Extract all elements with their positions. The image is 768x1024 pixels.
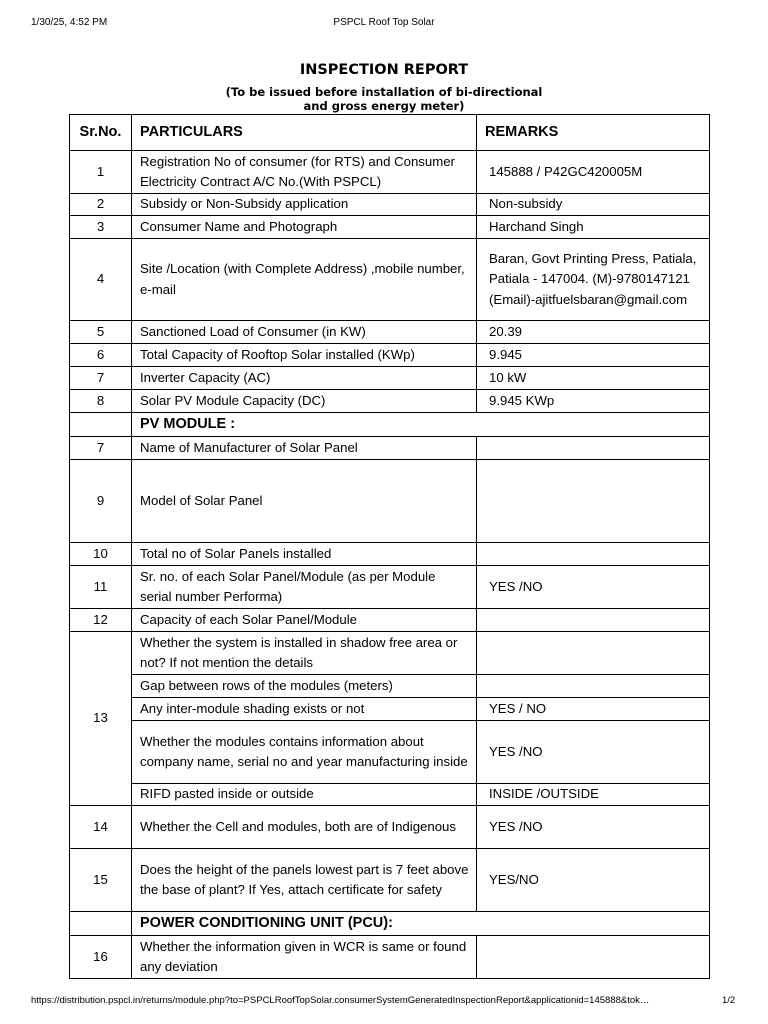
row-sr: 9 (70, 460, 132, 543)
table-row (70, 784, 710, 806)
table-row (70, 675, 710, 698)
print-url: https://distribution.pspcl.in/returns/module.php?to=PSPCLRoofTopSolar.consumerSystemGeneratedInspectionReport&applicationid=145888&tok… (31, 995, 650, 1006)
table-row (70, 239, 710, 321)
row-sr: 11 (70, 566, 132, 609)
row-particulars: Whether the Cell and modules, both are of Indigenous (132, 806, 477, 849)
row-remarks: YES/NO (477, 849, 710, 912)
row-sr: 16 (70, 936, 132, 979)
table-row (70, 460, 710, 543)
row-sr: 4 (70, 239, 132, 321)
table-row (70, 390, 710, 413)
row-particulars: Whether the information given in WCR is same or found any deviation (132, 936, 477, 979)
print-page-number: 1/2 (722, 995, 736, 1006)
row-remarks: 20.39 (477, 321, 710, 344)
row-particulars: Solar PV Module Capacity (DC) (132, 390, 477, 413)
table-row (70, 609, 710, 632)
table-row (70, 437, 710, 460)
row-sr: 14 (70, 806, 132, 849)
row-particulars: Name of Manufacturer of Solar Panel (132, 437, 477, 460)
row-particulars: Whether the modules contains information about company name, serial no and year manufacturing inside (132, 721, 477, 784)
table-row (70, 721, 710, 784)
row-remarks: Non-subsidy (477, 194, 710, 216)
row-particulars: RIFD pasted inside or outside (132, 784, 477, 806)
header-particulars: PARTICULARS (132, 115, 477, 151)
section-row-pv-module (70, 413, 710, 437)
table-row (70, 806, 710, 849)
row-sr: 7 (70, 437, 132, 460)
row-remarks (477, 632, 710, 675)
row-remarks (477, 460, 710, 543)
row-particulars: Total no of Solar Panels installed (132, 543, 477, 566)
inspection-table (69, 114, 710, 979)
section-pcu-heading: POWER CONDITIONING UNIT (PCU): (132, 912, 710, 936)
print-page-title: PSPCL Roof Top Solar (333, 17, 435, 28)
row-remarks: 145888 / P42GC420005M (477, 151, 710, 194)
row-particulars: Any inter-module shading exists or not (132, 698, 477, 721)
table-row (70, 321, 710, 344)
row-remarks (477, 543, 710, 566)
row-remarks: YES /NO (477, 721, 710, 784)
table-row (70, 698, 710, 721)
row-sr: 10 (70, 543, 132, 566)
row-remarks: INSIDE /OUTSIDE (477, 784, 710, 806)
row-remarks: YES /NO (477, 566, 710, 609)
row-sr: 13 (70, 632, 132, 806)
row-particulars: Total Capacity of Rooftop Solar installed (KWp) (132, 344, 477, 367)
section-row-pcu (70, 912, 710, 936)
row-particulars: Sanctioned Load of Consumer (in KW) (132, 321, 477, 344)
row-particulars: Site /Location (with Complete Address) ,mobile number, e-mail (132, 239, 477, 321)
report-subtitle-line1: (To be issued before installation of bi-directional (225, 85, 543, 99)
row-particulars: Sr. no. of each Solar Panel/Module (as per Module serial number Performa) (132, 566, 477, 609)
table-row (70, 543, 710, 566)
row-particulars: Consumer Name and Photograph (132, 216, 477, 239)
row-particulars: Model of Solar Panel (132, 460, 477, 543)
row-remarks: YES / NO (477, 698, 710, 721)
row-remarks: 9.945 KWp (477, 390, 710, 413)
row-sr: 6 (70, 344, 132, 367)
header-srno: Sr.No. (70, 115, 132, 151)
row-sr: 5 (70, 321, 132, 344)
row-sr: 7 (70, 367, 132, 390)
row-remarks: Baran, Govt Printing Press, Patiala, Patiala - 147004. (M)-9780147121 (Email)-ajitfuelsbaran@gmail.com (477, 239, 710, 321)
table-row (70, 194, 710, 216)
report-subtitle-line2: and gross energy meter) (303, 98, 465, 113)
section-pv-module-heading: PV MODULE : (132, 413, 710, 437)
table-row (70, 566, 710, 609)
row-remarks: 10 kW (477, 367, 710, 390)
header-remarks: REMARKS (477, 115, 710, 151)
table-row (70, 936, 710, 979)
row-remarks (477, 437, 710, 460)
row-remarks (477, 675, 710, 698)
table-row (70, 632, 710, 675)
row-sr: 2 (70, 194, 132, 216)
row-remarks: Harchand Singh (477, 216, 710, 239)
row-remarks: YES /NO (477, 806, 710, 849)
table-row (70, 367, 710, 390)
row-particulars: Does the height of the panels lowest part is 7 feet above the base of plant? If Yes, attach certificate for safety (132, 849, 477, 912)
row-particulars: Subsidy or Non-Subsidy application (132, 194, 477, 216)
table-header-row (70, 115, 710, 151)
row-particulars: Registration No of consumer (for RTS) and Consumer Electricity Contract A/C No.(With PSPCL) (132, 151, 477, 194)
report-subtitle (0, 86, 768, 113)
row-particulars: Gap between rows of the modules (meters) (132, 675, 477, 698)
table-row (70, 849, 710, 912)
row-particulars: Capacity of each Solar Panel/Module (132, 609, 477, 632)
table-row (70, 216, 710, 239)
row-particulars: Inverter Capacity (AC) (132, 367, 477, 390)
table-row (70, 151, 710, 194)
row-sr: 15 (70, 849, 132, 912)
row-sr: 3 (70, 216, 132, 239)
row-particulars: Whether the system is installed in shadow free area or not? If not mention the details (132, 632, 477, 675)
table-row (70, 344, 710, 367)
row-sr: 8 (70, 390, 132, 413)
print-datetime: 1/30/25, 4:52 PM (31, 17, 108, 28)
row-remarks: 9.945 (477, 344, 710, 367)
report-title: INSPECTION REPORT (299, 62, 469, 78)
row-sr: 12 (70, 609, 132, 632)
row-remarks (477, 609, 710, 632)
row-remarks (477, 936, 710, 979)
row-sr: 1 (70, 151, 132, 194)
